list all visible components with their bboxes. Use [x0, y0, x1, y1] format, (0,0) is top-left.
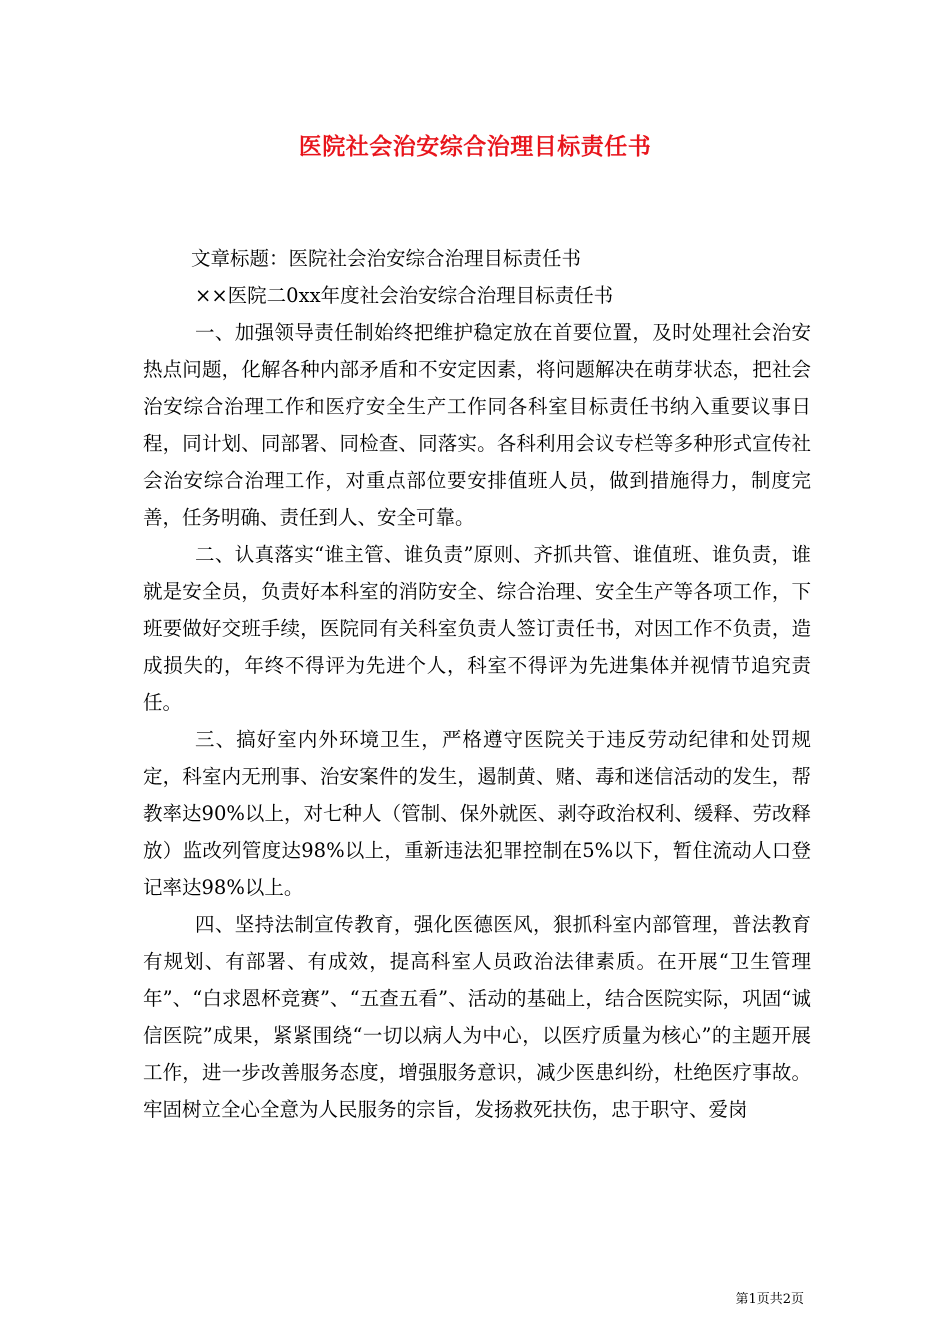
- paragraph-4: 四、坚持法制宣传教育，强化医德医风，狠抓科室内部管理，普法教育有规划、有部署、有成效，提高科室人员政治法律素质。在开展“卫生管理年”、“白求恩杯竞赛”、“五查五看”、活动的基础上，结合医院实际，巩固“诚信医院”成果，紧紧围绕“一切以病人为中心，以医疗质量为核心”的主题开展工作，进一步改善服务态度，增强服务意识，减少医患纠纷，杜绝医疗事故。牢固树立全心全意为人民服务的宗旨，发扬救死扶伤，忠于职守、爱岗: [143, 913, 811, 1121]
- paragraph-3: 三、搞好室内外环境卫生，严格遵守医院关于违反劳动纪律和处罚规定，科室内无刑事、治安案件的发生，遏制黄、赌、毒和迷信活动的发生，帮教率达90%以上，对七种人（管制、保外就医、剥夺政治权利、缓释、劳改释放）监改列管度达98%以上，重新违法犯罪控制在5%以下，暂住流动人口登记率达98%以上。: [143, 728, 811, 899]
- page-title: 医院社会治安综合治理目标责任书: [298, 133, 652, 160]
- document-subtitle: ××医院二0xx年度社会治安综合治理目标责任书: [195, 284, 614, 307]
- document-body: [143, 240, 811, 1128]
- paragraph-1: 一、加强领导责任制始终把维护稳定放在首要位置，及时处理社会治安热点问题，化解各种内部矛盾和不安定因素，将问题解决在萌芽状态，把社会治安综合治理工作和医疗安全生产工作同各科室目标责任书纳入重要议事日程，同计划、同部署、同检查、同落实。各科利用会议专栏等多种形式宣传社会治安综合治理工作，对重点部位要安排值班人员，做到措施得力，制度完善，任务明确、责任到人、安全可靠。: [143, 321, 811, 529]
- paragraph-2: 二、认真落实“谁主管、谁负责”原则、齐抓共管、谁值班、谁负责，谁就是安全员，负责好本科室的消防安全、综合治理、安全生产等各项工作，下班要做好交班手续，医院同有关科室负责人签订责任书，对因工作不负责，造成损失的，年终不得评为先进个人，科室不得评为先进集体并视情节追究责任。: [143, 543, 811, 714]
- article-title-line: 文章标题：医院社会治安综合治理目标责任书: [191, 247, 582, 270]
- page-number: 第1页共2页: [735, 1292, 804, 1307]
